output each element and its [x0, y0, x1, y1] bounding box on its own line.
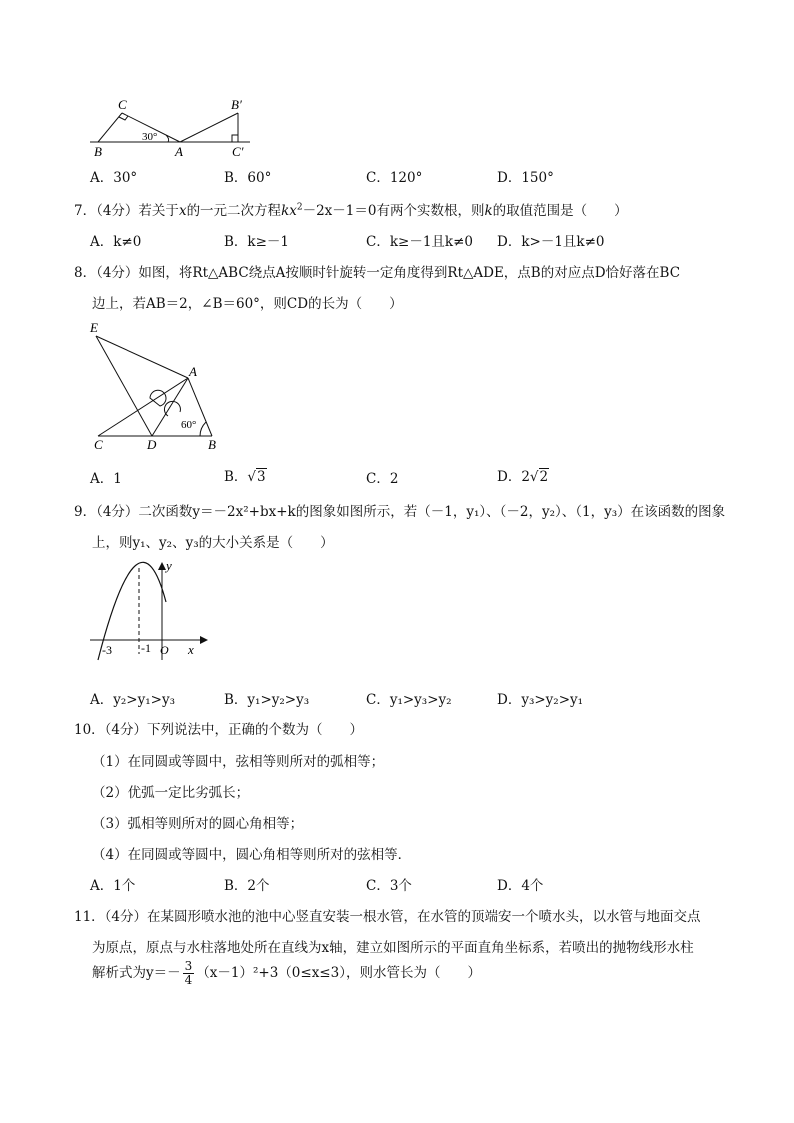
q9-label-o: O [160, 643, 169, 657]
q10-statement-2: （2）优弧一定比劣弧长； [92, 785, 250, 801]
q8-option-a[interactable]: A．1 [90, 471, 122, 487]
q6-label-c: C [118, 97, 127, 112]
q9-label-x: x [188, 642, 194, 657]
q6-label-b: B [94, 144, 102, 159]
q7-option-d[interactable]: D．k>－1且k≠0 [497, 234, 605, 250]
q8-option-c[interactable]: C．2 [366, 471, 399, 487]
q6-side-ab2 [180, 113, 238, 142]
q7-option-b[interactable]: B．k≥－1 [224, 234, 290, 250]
q11-fraction: $\frac{3}{4}$ [184, 959, 193, 987]
q8-side-ca [98, 378, 188, 436]
q10-statement-4: （4）在同圆或等圆中，圆心角相等则所对的弦相等． [92, 847, 412, 863]
q9-option-b[interactable]: B．y₁>y₂>y₃ [224, 692, 310, 708]
q9-stem-line2: 上，则y₁、y₂、y₃的大小关系是（ ） [92, 535, 334, 551]
q6-label-c-prime: C′ [232, 144, 244, 159]
q6-right-angle-c [119, 116, 128, 120]
q8-label-b: B [208, 437, 216, 452]
q6-option-d[interactable]: D．150° [497, 170, 554, 186]
q6-figure [86, 95, 256, 160]
q10-statement-1: （1）在同圆或等圆中，弦相等则所对的弧相等； [92, 754, 385, 770]
q9-label-minus3: -3 [102, 643, 112, 657]
q8-angle-arc-upper [150, 390, 166, 406]
q7-option-a[interactable]: A．k≠0 [90, 234, 142, 250]
q9-figure [86, 556, 211, 666]
q8-side-ed [96, 336, 152, 436]
q10-option-a[interactable]: A．1个 [90, 878, 136, 894]
q9-option-c[interactable]: C．y₁>y₃>y₂ [366, 692, 452, 708]
q9-option-a[interactable]: A．y₂>y₁>y₃ [90, 692, 175, 708]
q6-label-a: A [175, 144, 183, 159]
q9-stem-line1: 9．（4分）二次函数y＝－2x²+bx+k的图象如图所示，若（－1，y₁）、（－2，y₂）、（1，y₃）在该函数的图象 [74, 504, 726, 520]
q9-option-d[interactable]: D．y₃>y₂>y₁ [497, 692, 584, 708]
q6-angle-label: 30° [142, 131, 158, 143]
q9-label-minus1: -1 [141, 641, 151, 655]
q10-option-d[interactable]: D．4个 [497, 878, 544, 894]
q8-side-ea [96, 336, 188, 378]
q10-option-c[interactable]: C．3个 [366, 878, 412, 894]
q8-label-d: D [147, 437, 157, 452]
q9-y-arrow [158, 562, 166, 570]
q11-stem-line3: 解析式为y＝－ $\frac{3}{4}$ （x－1）²+3（0≤x≤3），则水管长为（ ） [92, 959, 481, 987]
q8-figure [84, 318, 234, 453]
q6-option-a[interactable]: A．30° [90, 170, 138, 186]
q8-stem-line1: 8．（4分）如图，将Rt△ABC绕点A按顺时针旋转一定角度得到Rt△ADE，点B的对应点D恰好落在BC [74, 265, 681, 281]
q6-label-b-prime: B′ [231, 97, 242, 112]
q7-option-c[interactable]: C．k≥－1且k≠0 [366, 234, 473, 250]
q11-stem-line2: 为原点，原点与水柱落地处所在直线为x轴，建立如图所示的平面直角坐标系，若喷出的抛物线形水柱 [92, 940, 694, 956]
q9-label-y: y [166, 558, 172, 573]
q8-angle-label: 60° [181, 419, 197, 431]
q10-statement-3: （3）弧相等则所对的圆心角相等； [92, 816, 304, 832]
q6-right-angle-c2 [232, 135, 238, 142]
q9-x-arrow [200, 636, 208, 644]
q10-option-b[interactable]: B．2个 [224, 878, 270, 894]
q6-side-bc [98, 113, 122, 142]
q11-stem-line1: 11．（4分）在某圆形喷水池的池中心竖直安装一根水管，在水管的顶端安一个喷水头，以水管与地面交点 [74, 909, 701, 925]
q6-option-c[interactable]: C．120° [366, 170, 423, 186]
q8-angle-arc-b [200, 422, 206, 436]
q10-stem: 10．（4分）下列说法中，正确的个数为（ ） [74, 722, 364, 738]
q8-label-c: C [94, 437, 103, 452]
q8-option-d[interactable]: D．2√2 [497, 469, 549, 485]
q8-label-a: A [189, 364, 197, 379]
q8-label-e: E [90, 320, 98, 335]
q7-stem: 7．（4分）若关于x的一元二次方程$kx^2-2x-1=0$有两个实数根，则k的取值范围是（ ） [74, 202, 628, 219]
q6-option-b[interactable]: B．60° [224, 170, 272, 186]
q8-stem-line2: 边上，若AB＝2，∠B＝60°，则CD的长为（ ） [92, 296, 403, 312]
q8-option-b[interactable]: B．√3 [224, 469, 266, 485]
